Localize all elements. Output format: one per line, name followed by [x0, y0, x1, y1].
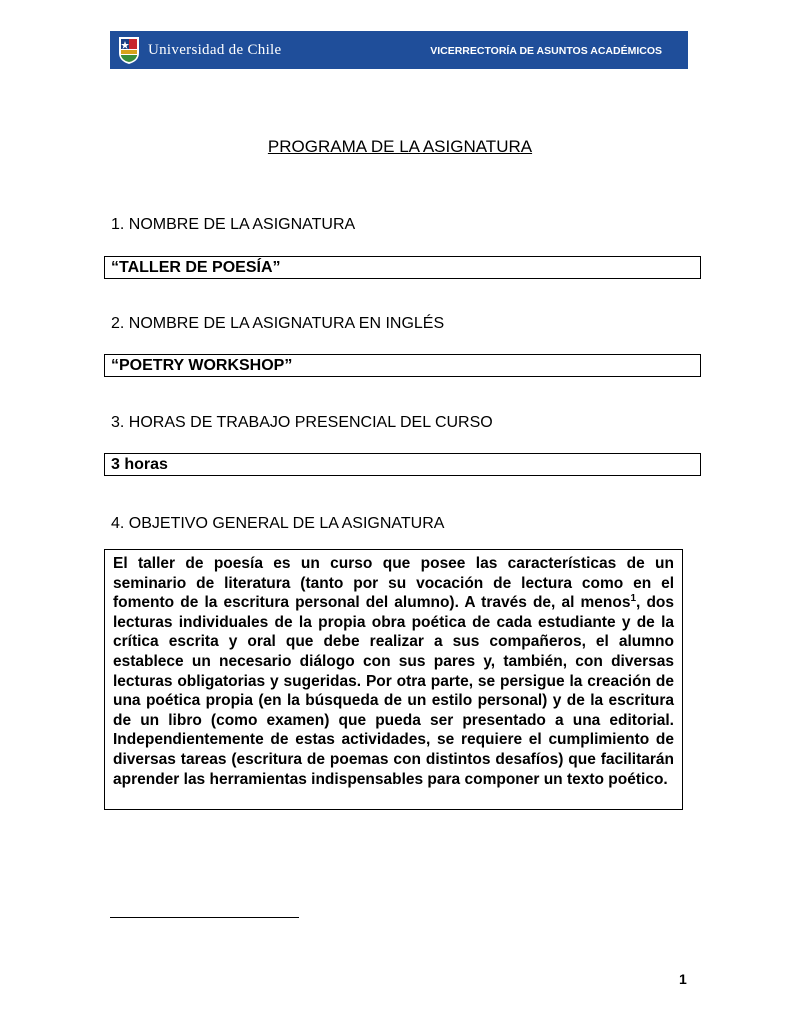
section-1-value-box: “TALLER DE POESÍA” — [104, 256, 701, 279]
institution-banner — [110, 31, 688, 69]
page-title: PROGRAMA DE LA ASIGNATURA — [267, 137, 533, 156]
section-4-value-box — [104, 549, 683, 810]
objective-text-part2: , dos lecturas individuales de la propia obra poética de cada estudiante y de la crítica escrita y oral que debe realizar a sus compañeros, el alumno establece un necesario diálogo con sus pares y, también, con diversas lecturas obligatorias y sugeridas. Por otra parte, se persigue la creación de una poética propia (en la búsqueda de un estilo personal) y de la escritura de un libro (como examen) que pueda ser presentado a una editorial. Independientemente de estas actividades, se requiere el cumplimiento de diversas tareas (escritura de poemas con distintos desafíos) que facilitarán aprender las herramientas indispensables para componer un texto poético. — [113, 594, 675, 788]
page-number: 1 — [679, 971, 687, 987]
section-3-value-box: 3 horas — [104, 453, 701, 476]
section-1-heading: 1. NOMBRE DE LA ASIGNATURA — [111, 216, 356, 233]
section-4-heading: 4. OBJETIVO GENERAL DE LA ASIGNATURA — [111, 515, 445, 532]
vicerrectoria-label: VICERRECTORÍA DE ASUNTOS ACADÉMICOS — [430, 45, 662, 57]
footnote-separator — [110, 917, 299, 918]
footnote-reference[interactable]: 1 — [630, 593, 637, 605]
section-2-heading: 2. NOMBRE DE LA ASIGNATURA EN INGLÉS — [111, 315, 445, 332]
section-3-heading: 3. HORAS DE TRABAJO PRESENCIAL DEL CURSO — [111, 414, 493, 431]
university-shield-icon — [118, 35, 140, 65]
section-2-value-box: “POETRY WORKSHOP” — [104, 354, 701, 377]
university-name: Universidad de Chile — [148, 42, 282, 58]
objective-text-part1: El taller de poesía es un curso que posee las características de un seminario de literatura (tanto por su vocación de lectura como en el fomento de la escritura personal del alumno). A través de, al menos — [113, 555, 674, 612]
